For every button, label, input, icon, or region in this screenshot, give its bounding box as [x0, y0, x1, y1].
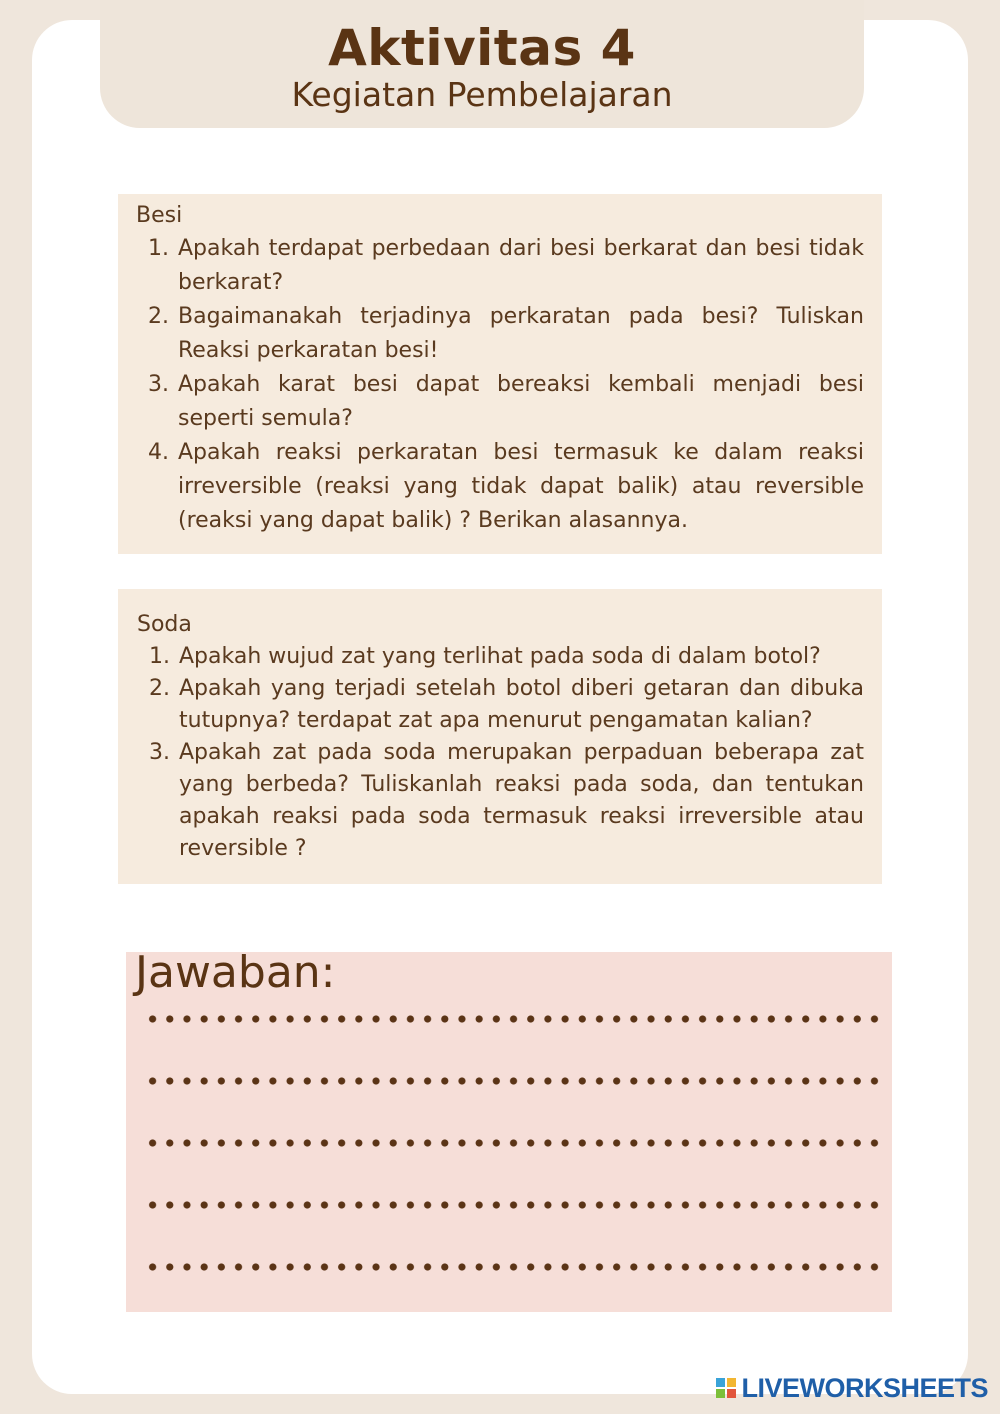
question-list: [136, 232, 864, 538]
question-item: 1. Apakah wujud zat yang terlihat pada soda di dalam botol?: [177, 641, 864, 673]
header-banner: [100, 0, 864, 128]
liveworksheets-logo-icon: [716, 1377, 738, 1399]
page-subtitle: Kegiatan Pembelajaran: [291, 75, 673, 114]
question-item: 2. Apakah yang terjadi setelah botol diberi getaran dan dibuka tutupnya? terdapat zat apa menurut pengamatan kalian?: [177, 673, 864, 737]
answer-area: [126, 947, 892, 1312]
section-besi: [118, 194, 882, 554]
question-item: 2. Bagaimanakah terjadinya perkaratan pada besi? Tuliskan Reaksi perkaratan besi!: [176, 300, 864, 368]
answer-line-1[interactable]: [144, 1011, 884, 1027]
answer-line-3[interactable]: [144, 1135, 884, 1151]
answer-title: Jawaban:: [135, 947, 336, 998]
question-list: [137, 641, 864, 865]
brand-name: LIVEWORKSHEETS: [741, 1373, 988, 1403]
question-item: 1. Apakah terdapat perbedaan dari besi berkarat dan besi tidak berkarat?: [176, 232, 864, 300]
answer-line-5[interactable]: [144, 1259, 884, 1275]
question-item: 3. Apakah zat pada soda merupakan perpaduan beberapa zat yang berbeda? Tuliskanlah reaksi pada soda, dan tentukan apakah reaksi pada soda termasuk reaksi irreversible atau reversible ?: [177, 737, 864, 865]
section-soda: [118, 589, 882, 884]
brand-watermark: [716, 1373, 988, 1403]
question-item: 3. Apakah karat besi dapat bereaksi kembali menjadi besi seperti semula?: [176, 368, 864, 436]
question-item: 4. Apakah reaksi perkaratan besi termasuk ke dalam reaksi irreversible (reaksi yang tidak dapat balik) atau reversible (reaksi yang dapat balik) ? Berikan alasannya.: [176, 436, 864, 538]
section-title: Besi: [136, 203, 183, 228]
answer-line-2[interactable]: [144, 1073, 884, 1089]
page-title: Aktivitas 4: [328, 19, 636, 77]
answer-line-4[interactable]: [144, 1197, 884, 1213]
section-title: Soda: [137, 612, 192, 637]
